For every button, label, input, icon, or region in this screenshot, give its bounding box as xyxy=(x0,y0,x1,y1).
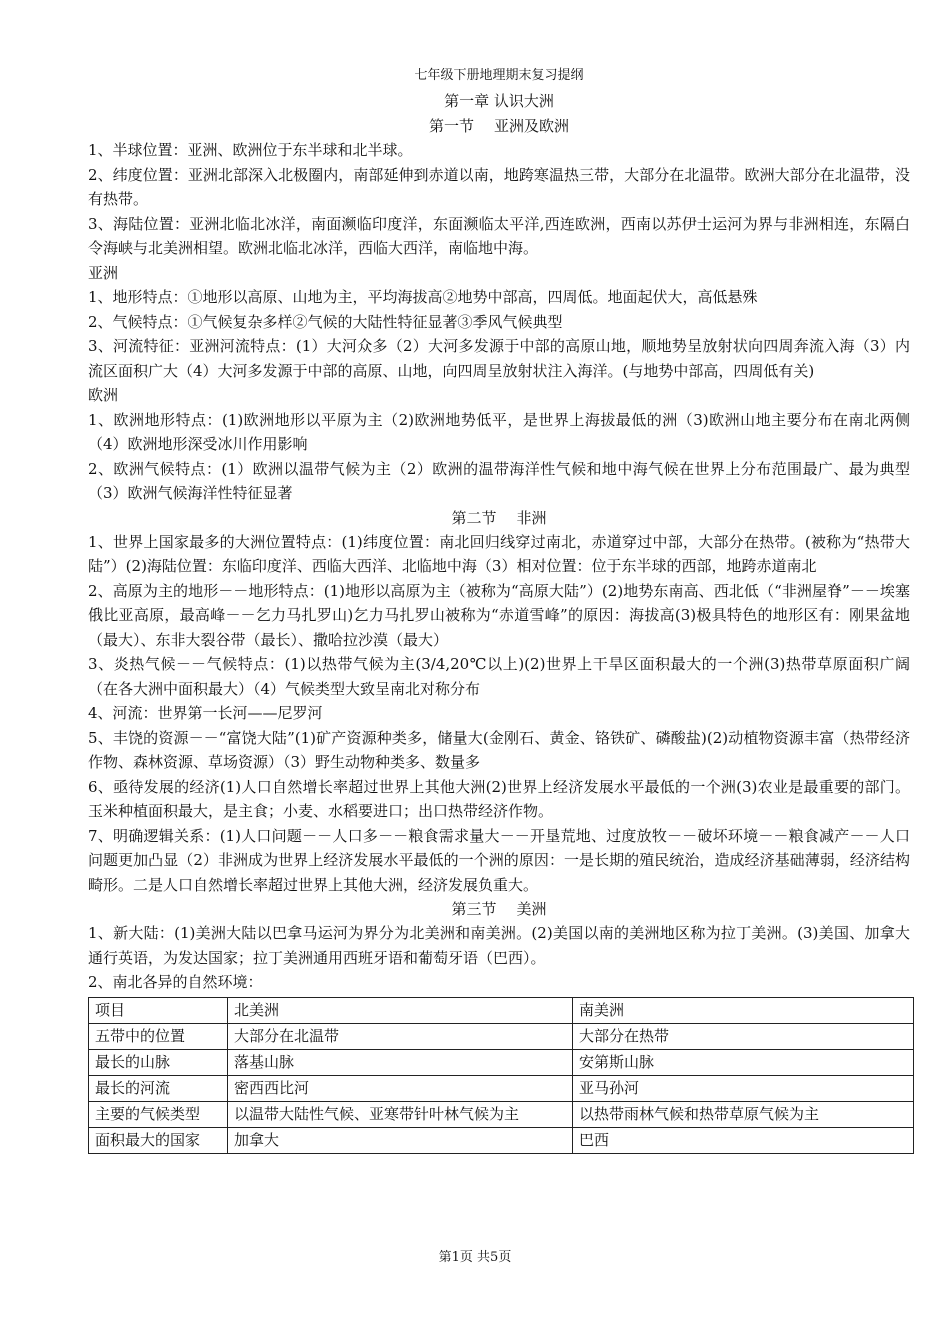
subheading-asia: 亚洲 xyxy=(88,263,119,282)
table-cell: 主要的气候类型 xyxy=(89,1101,228,1127)
table-cell: 密西西比河 xyxy=(228,1075,573,1101)
table-cell: 北美洲 xyxy=(228,997,573,1023)
table-cell: 五带中的位置 xyxy=(89,1023,228,1049)
table-cell: 亚马孙河 xyxy=(573,1075,914,1101)
table-cell: 项目 xyxy=(89,997,228,1023)
table-row xyxy=(89,1101,914,1127)
document-page xyxy=(88,62,910,1154)
section-name: 亚洲及欧洲 xyxy=(494,117,570,135)
section-heading-1 xyxy=(88,114,910,138)
paragraph: 1、新大陆：(1)美洲大陆以巴拿马运河为界分为北美洲和南美洲。(2)美国以南的美洲地区称为拉丁美洲。(3)美国、加拿大通行英语，为发达国家；拉丁美洲通用西班牙语和葡萄牙语（巴西）。 xyxy=(88,924,910,967)
table-row xyxy=(89,1127,914,1153)
paragraph: 4、河流：世界第一长河——尼罗河 xyxy=(88,704,323,722)
section-heading-2 xyxy=(88,506,910,530)
section-name: 非洲 xyxy=(516,508,547,527)
paragraph: 2、高原为主的地形－－地形特点：(1)地形以高原为主（被称为“高原大陆”）(2)地势东南高、西北低（“非洲屋脊”－－埃塞俄比亚高原，最高峰－－乞力马扎罗山)乞力马扎罗山被称为“赤道雪峰”的原因：海拔高(3)极具特色的地形区有：刚果盆地（最大）、东非大裂谷带（最长）、撒哈拉沙漠（最大） xyxy=(88,581,910,649)
paragraph: 7、明确逻辑关系：(1)人口问题－－人口多－－粮食需求量大－－开垦荒地、过度放牧－－破坏环境－－粮食减产－－人口问题更加凸显（2）非洲成为世界上经济发展水平最低的一个洲的原因：一是长期的殖民统治，造成经济基础薄弱，经济结构畸形。二是人口自然增长率超过世界上其他大洲，经济发展负重大。 xyxy=(88,826,910,894)
page-footer: 第1页 共5页 xyxy=(438,1250,512,1265)
paragraph: 1、半球位置：亚洲、欧洲位于东半球和北半球。 xyxy=(88,141,413,159)
paragraph: 2、纬度位置：亚洲北部深入北极圈内，南部延伸到赤道以南，地跨寒温热三带，大部分在北温带。欧洲大部分在北温带，没有热带。 xyxy=(88,165,910,208)
table-row xyxy=(89,1075,914,1101)
table-cell: 最长的山脉 xyxy=(89,1049,228,1075)
paragraph: 2、气候特点：①气候复杂多样②气候的大陆性特征显著③季风气候典型 xyxy=(88,312,563,331)
table-cell: 最长的河流 xyxy=(89,1075,228,1101)
table-cell: 大部分在热带 xyxy=(573,1023,914,1049)
section-name: 美洲 xyxy=(516,900,547,918)
paragraph: 1、地形特点：①地形以高原、山地为主，平均海拔高②地势中部高，四周低。地面起伏大，高低悬殊 xyxy=(88,288,758,306)
table-cell: 面积最大的国家 xyxy=(89,1127,228,1153)
paragraph: 3、河流特征：亚洲河流特点：(1）大河众多（2）大河多发源于中部的高原山地，顺地势呈放射状向四周奔流入海（3）内流区面积广大（4）大河多发源于中部的高原、山地，向四周呈放射状注入海洋。(与地势中部高，四周低有关) xyxy=(88,337,910,380)
subheading-europe: 欧洲 xyxy=(88,386,119,404)
table-row xyxy=(89,1049,914,1075)
table-cell: 安第斯山脉 xyxy=(573,1049,914,1075)
table-cell: 大部分在北温带 xyxy=(228,1023,573,1049)
section-number: 第二节 xyxy=(451,508,497,527)
paragraph: 2、南北各异的自然环境： xyxy=(88,973,263,991)
table-cell: 巴西 xyxy=(573,1127,914,1153)
document-title: 七年级下册地理期末复习提纲 xyxy=(414,68,584,83)
paragraph: 6、亟待发展的经济(1)人口自然增长率超过世界上其他大洲(2)世界上经济发展水平最低的一个洲(3)农业是最重要的部门。玉米种植面积最大，是主食；小麦、水稻要进口；出口热带经济作物。 xyxy=(88,777,910,820)
table-cell: 加拿大 xyxy=(228,1127,573,1153)
paragraph: 5、丰饶的资源－－“富饶大陆”(1)矿产资源种类多，储量大(金刚石、黄金、铬铁矿、磷酸盐)(2)动植物资源丰富（热带经济作物、森林资源、草场资源）（3）野生动物种类多、数量多 xyxy=(88,728,910,771)
table-cell: 落基山脉 xyxy=(228,1049,573,1075)
paragraph: 1、欧洲地形特点：(1)欧洲地形以平原为主（2)欧洲地势低平，是世界上海拔最低的洲（3)欧洲山地主要分布在南北两侧（4）欧洲地形深受冰川作用影响 xyxy=(88,410,910,453)
table-row xyxy=(89,1023,914,1049)
table-cell: 以温带大陆性气候、亚寒带针叶林气候为主 xyxy=(228,1101,573,1127)
section-number: 第一节 xyxy=(428,117,474,135)
comparison-table xyxy=(88,997,914,1154)
section-number: 第三节 xyxy=(451,900,497,918)
chapter-title: 第一章 认识大洲 xyxy=(444,92,554,110)
table-row xyxy=(89,997,914,1023)
paragraph: 3、炎热气候－－气候特点：(1)以热带气候为主(3/4,20℃以上)(2)世界上干旱区面积最大的一个洲(3)热带草原面积广阔（在各大洲中面积最大）（4）气候类型大致呈南北对称分布 xyxy=(88,655,910,698)
table-cell: 以热带雨林气候和热带草原气候为主 xyxy=(573,1101,914,1127)
paragraph: 3、海陆位置：亚洲北临北冰洋，南面濒临印度洋，东面濒临太平洋,西连欧洲，西南以苏伊士运河为界与非洲相连，东隔白令海峡与北美洲相望。欧洲北临北冰洋，西临大西洋，南临地中海。 xyxy=(88,214,910,257)
section-heading-3 xyxy=(88,897,910,921)
table-cell: 南美洲 xyxy=(573,997,914,1023)
paragraph: 1、世界上国家最多的大洲位置特点：(1)纬度位置：南北回归线穿过南北，赤道穿过中部，大部分在热带。(被称为“热带大陆”）(2)海陆位置：东临印度洋、西临大西洋、北临地中海（3）相对位置：位于东半球的西部，地跨赤道南北 xyxy=(88,532,910,575)
paragraph: 2、欧洲气候特点：(1）欧洲以温带气候为主（2）欧洲的温带海洋性气候和地中海气候在世界上分布范围最广、最为典型（3）欧洲气候海洋性特征显著 xyxy=(88,459,910,502)
